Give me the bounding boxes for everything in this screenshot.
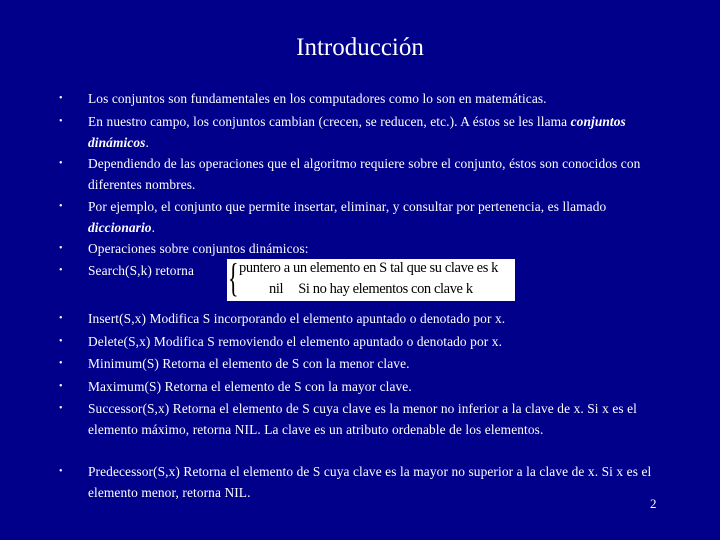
bullet-icon: • (59, 243, 63, 254)
search-formula-box (227, 255, 515, 301)
search-formula-condition: Si no hay elementos con clave k (298, 281, 473, 297)
bullet-text: Minimum(S) Retorna el elemento de S con la menor clave. (88, 356, 410, 371)
bullet-icon: • (59, 336, 63, 347)
bullet-icon: • (59, 201, 63, 212)
bullet-icon: • (59, 265, 63, 276)
bullet-item (88, 153, 668, 195)
bullet-icon: • (59, 381, 63, 392)
bullet-text: Dependiendo de las operaciones que el algoritmo requiere sobre el conjunto, éstos son conocidos con diferentes nombres. (88, 156, 641, 192)
bullet-text: Por ejemplo, el conjunto que permite insertar, eliminar, y consultar por pertenencia, es llamado (88, 199, 607, 214)
bullet-text: Predecessor(S,x) Retorna el elemento de S cuya clave es la mayor no superior a la clave de x. Si x es el elemento menor, retorna NIL. (88, 464, 652, 500)
bullet-item (88, 376, 668, 397)
bullet-item (88, 196, 668, 238)
bullet-text: Operaciones sobre conjuntos dinámicos: (88, 241, 309, 256)
bullet-item (88, 353, 668, 374)
search-formula-row2 (269, 281, 473, 298)
emphasized-term: diccionario (88, 220, 152, 235)
bullet-text: Search(S,k) retorna (88, 263, 195, 278)
bullet-text: Successor(S,x) Retorna el elemento de S cuya clave es la menor no inferior a la clave de x. Si x es el elemento máximo, retorna NIL. La clave es un atributo ordenable de los elementos. (88, 401, 637, 437)
page-number: 2 (650, 496, 657, 511)
bullet-item (88, 238, 668, 259)
bullet-text: En nuestro campo, los conjuntos cambian (crecen, se reducen, etc.). A éstos se les llama (88, 114, 571, 129)
bullet-item (88, 398, 668, 440)
search-formula-row1: puntero a un elemento en S tal que su clave es k (239, 260, 499, 276)
bullet-icon: • (59, 403, 63, 414)
slide-title: Introducción (296, 34, 424, 61)
bullet-item (88, 461, 668, 503)
bullet-item (88, 308, 668, 329)
brace-icon: { (228, 255, 239, 300)
bullet-icon: • (59, 116, 63, 127)
bullet-text: . (151, 220, 156, 235)
bullet-icon: • (59, 158, 63, 169)
bullet-text: . (145, 135, 149, 150)
bullet-text: Delete(S,x) Modifica S removiendo el elemento apuntado o denotado por x. (88, 334, 503, 349)
search-formula-nil: nil (269, 281, 284, 297)
bullet-item (88, 88, 668, 109)
bullet-text: Los conjuntos son fundamentales en los computadores como lo son en matemáticas. (88, 91, 547, 106)
bullet-icon: • (59, 358, 63, 369)
bullet-text: Maximum(S) Retorna el elemento de S con la mayor clave. (88, 379, 412, 394)
bullet-icon: • (59, 466, 63, 477)
bullet-text: Insert(S,x) Modifica S incorporando el elemento apuntado o denotado por x. (88, 311, 506, 326)
bullet-item (88, 331, 668, 352)
emphasized-term: conjuntos dinámicos (88, 114, 626, 150)
bullet-icon: • (59, 313, 63, 324)
bullet-item (88, 111, 668, 153)
bullet-icon: • (59, 93, 63, 104)
